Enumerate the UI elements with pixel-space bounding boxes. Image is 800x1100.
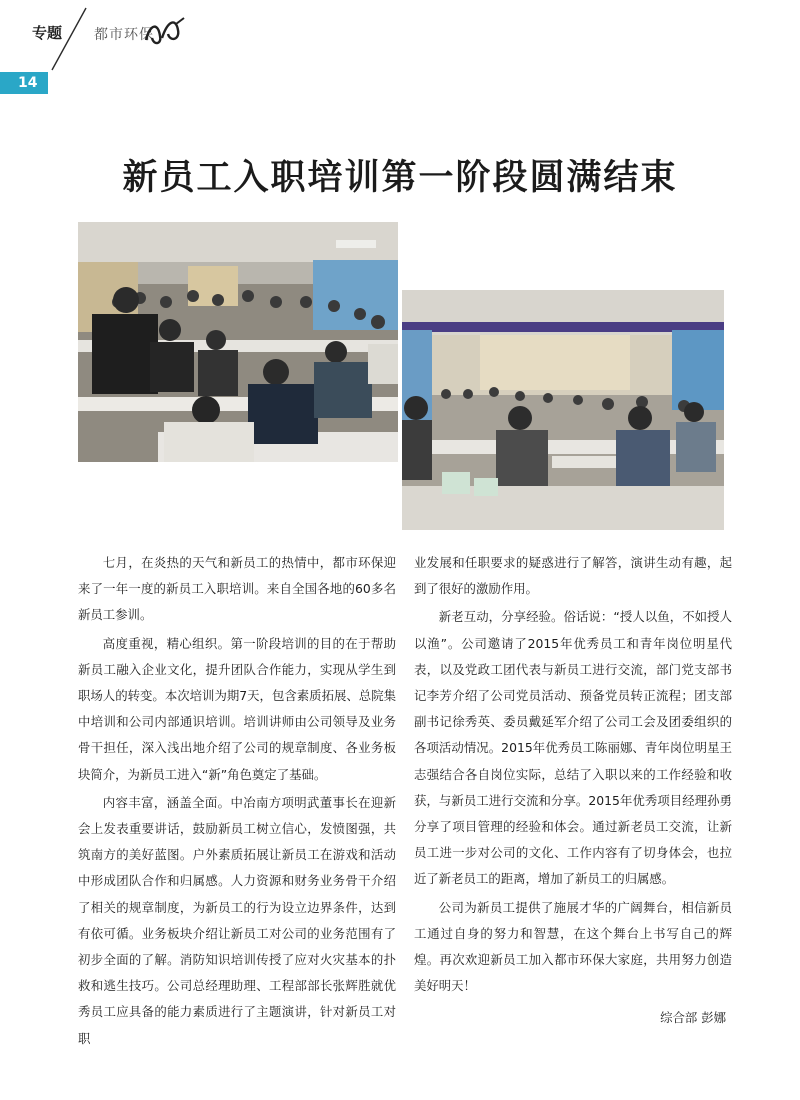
paragraph: 公司为新员工提供了施展才华的广阔舞台，相信新员工通过自身的努力和智慧，在这个舞台上书写自己的辉煌。再次欢迎新员工加入都市环保大家庭，共用努力创造美好明天！ — [414, 899, 732, 994]
section-label: 专题 — [32, 24, 63, 42]
article-body-left-column — [78, 550, 396, 1054]
paragraph: 七月，在炎热的天气和新员工的热情中，都市环保迎来了一年一度的新员工入职培训。来自全国各地的60多名新员工参训。 — [78, 555, 396, 623]
magazine-name: 都市环保 — [94, 27, 154, 43]
magazine-logo-icon — [140, 14, 190, 48]
article-title: 新员工入职培训第一阶段圆满结束 — [122, 158, 678, 198]
page-number: 14 — [0, 72, 48, 94]
paragraph: 高度重视，精心组织。第一阶段培训的目的在于帮助新员工融入企业文化，提升团队合作能力，实现从学生到职场人的转变。本次培训为期7天，包含素质拓展、总院集中培训和公司内部通识培训。培训讲师由公司领导及业务骨干担任，深入浅出地介绍了公司的规章制度、各业务板块简介，为新员工进入“新”角色奠定了基础。 — [78, 635, 396, 782]
paragraph-continuation: 业发展和任职要求的疑惑进行了解答，演讲生动有趣，起到了很好的激励作用。 — [414, 555, 732, 597]
paragraph: 新老互动，分享经验。俗话说：“授人以鱼，不如授人以渔”。公司邀请了2015年优秀员工和青年岗位明星代表，以及党政工团代表与新员工进行交流，部门党支部书记李芳介绍了公司党员活动、预备党员转正流程；团支部副书记徐秀英、委员戴延军介绍了公司工会及团委组织的各项活动情况。2015年优秀员工陈丽娜、青年岗位明星王志强结合各自岗位实际，总结了入职以来的工作经验和收获，与新员工进行交流和分享。2015年优秀项目经理孙勇分享了项目管理的经验和体会。通过新老员工交流，让新员工进一步对公司的文化、工作内容有了切身体会，也拉近了新老员工的距离，增加了新员工的归属感。 — [414, 609, 732, 887]
page-header — [0, 0, 800, 100]
paragraph: 内容丰富，涵盖全面。中冶南方项明武董事长在迎新会上发表重要讲话，鼓励新员工树立信心，发愤图强，共筑南方的美好蓝图。户外素质拓展让新员工在游戏和活动中形成团队合作和归属感。人力资源和财务业务骨干介绍了相关的规章制度，为新员工的行为设立边界条件，达到有依可循。业务板块介绍让新员工对公司的业务范围有了初步全面的了解。消防知识培训传授了应对火灾基本的扑救和逃生技巧。公司总经理助理、工程部部长张辉胜就优秀员工应具备的能力素质进行了主题演讲，针对新员工对职 — [78, 794, 396, 1046]
author-signature: 综合部 彭娜 — [660, 1010, 726, 1026]
article-body-right-column — [414, 550, 732, 1032]
training-photo-classroom — [78, 222, 398, 462]
training-photo-room — [402, 290, 724, 530]
